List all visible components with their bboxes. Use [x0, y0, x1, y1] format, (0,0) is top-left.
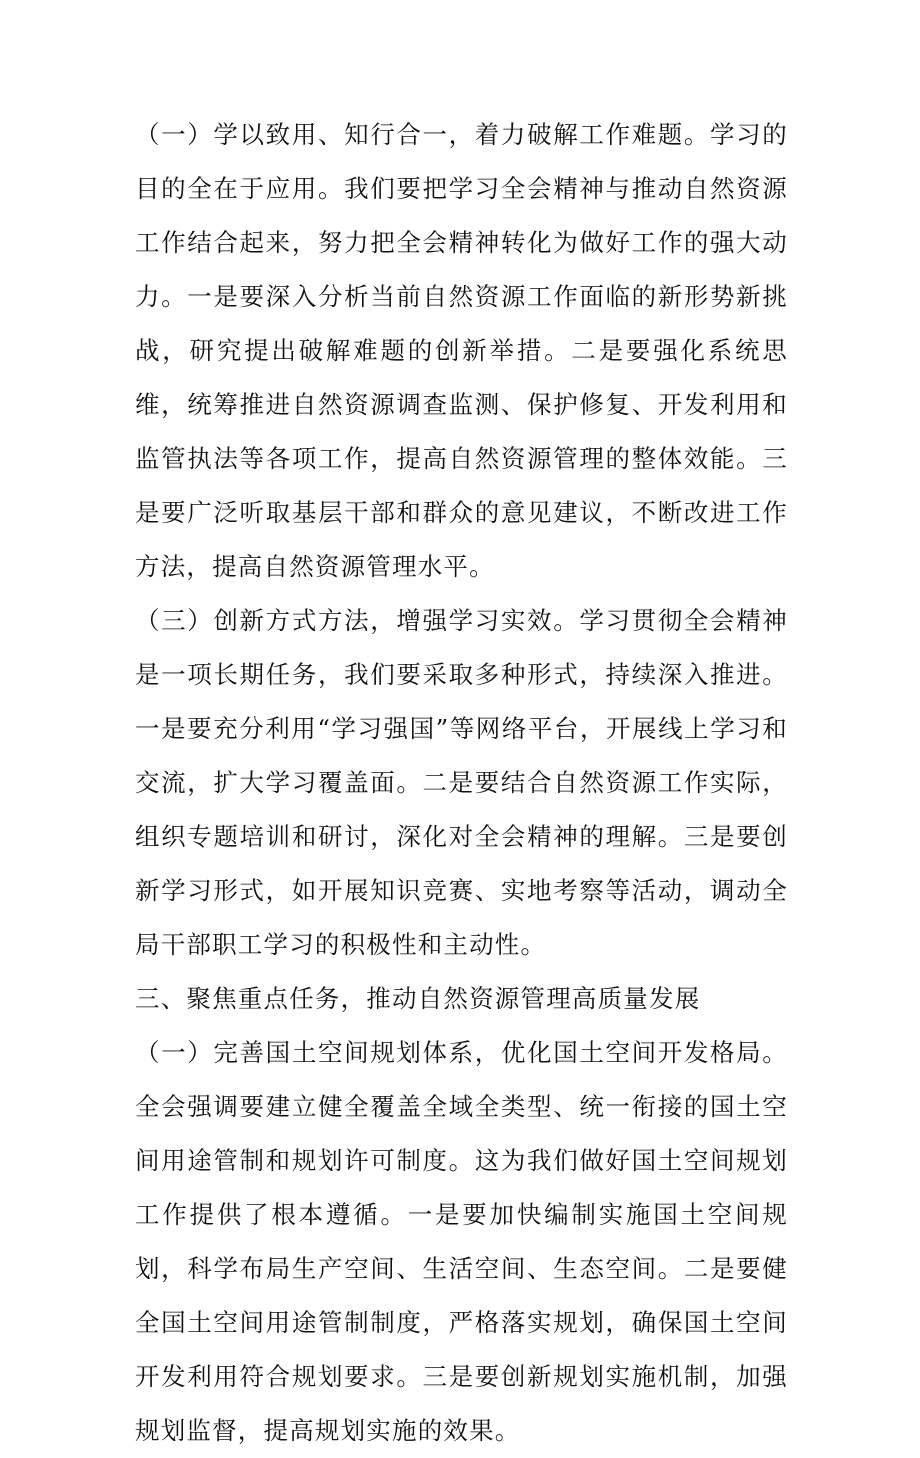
- paragraph-spatial-planning: （一）完善国土空间规划体系，优化国土空间开发格局。全会强调要建立健全覆盖全域全类型、统一衔接的国土空间用途管制和规划许可制度。这为我们做好国土空间规划工作提供了根本遵循。一是要加快编制实施国土空间规划，科学布局生产空间、生活空间、生态空间。二是要健全国土空间用途管制制度，严格落实规划，确保国土空间开发利用符合规划要求。三是要创新规划实施机制，加强规划监督，提高规划实施的效果。: [135, 1038, 788, 1445]
- paragraph-innovate-methods: （三）创新方式方法，增强学习实效。学习贯彻全会精神是一项长期任务，我们要采取多种形式，持续深入推进。一是要充分利用“学习强国”等网络平台，开展线上学习和交流，扩大学习覆盖面。二是要结合自然资源工作实际，组织专题培训和研讨，深化对全会精神的理解。三是要创新学习形式，如开展知识竞赛、实地考察等活动，调动全局干部职工学习的积极性和主动性。: [135, 606, 788, 959]
- section-heading-three: 三、聚焦重点任务，推动自然资源管理高质量发展: [135, 984, 701, 1013]
- paragraph-study-apply: （一）学以致用、知行合一，着力破解工作难题。学习的目的全在于应用。我们要把学习全会精神与推动自然资源工作结合起来，努力把全会精神转化为做好工作的强大动力。一是要深入分析当前自然资源工作面临的新形势新挑战，研究提出破解难题的创新举措。二是要强化系统思维，统筹推进自然资源调查监测、保护修复、开发利用和监管执法等各项工作，提高自然资源管理的整体效能。三是要广泛听取基层干部和群众的意见建议，不断改进工作方法，提高自然资源管理水平。: [135, 120, 788, 581]
